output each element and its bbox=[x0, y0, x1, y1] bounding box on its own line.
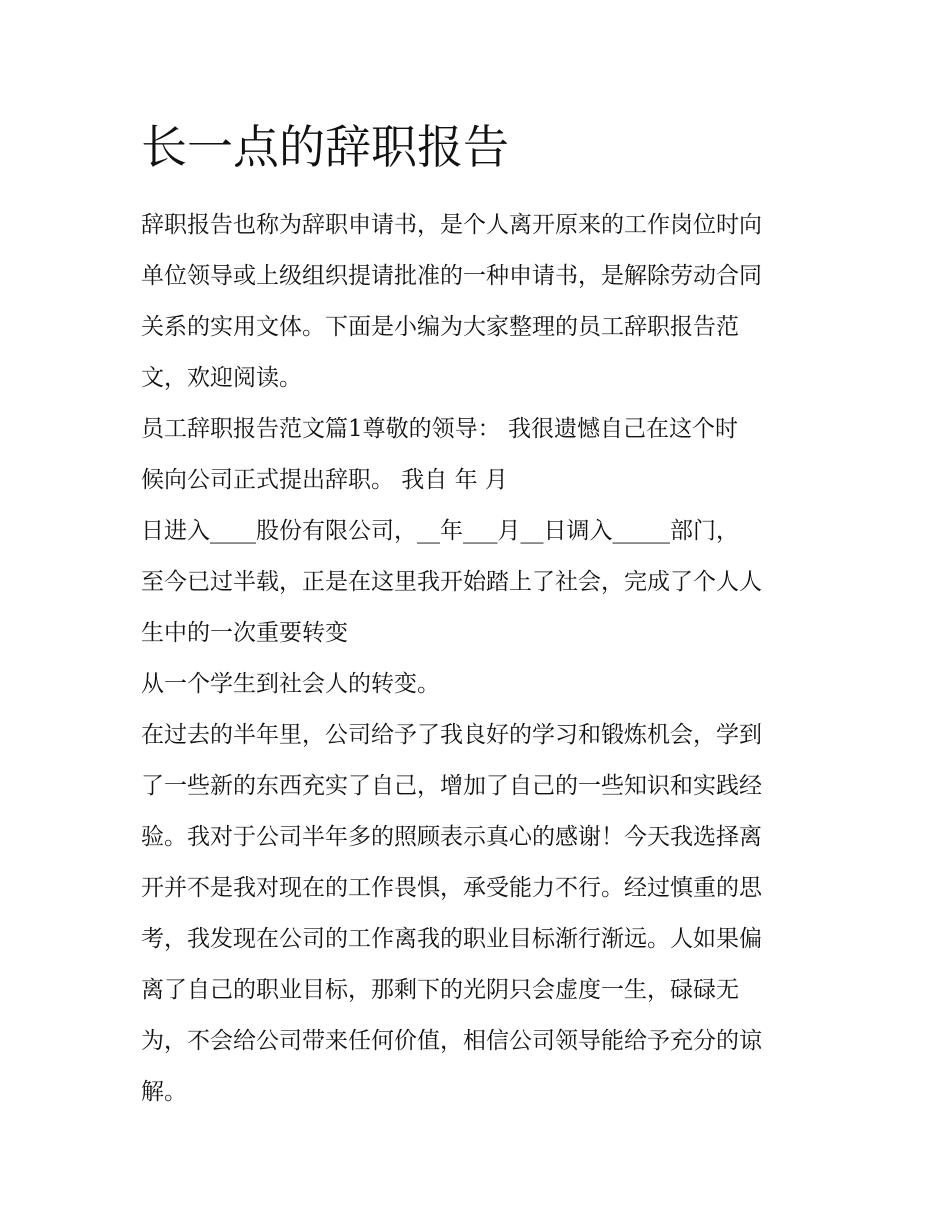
text-line: 在过去的半年里，公司给予了我良好的学习和锻炼机会，学到 bbox=[141, 722, 762, 748]
text-line: 日进入____股份有限公司，__年___月__日调入_____部门， bbox=[141, 518, 739, 544]
text-line: 辞职报告也称为辞职申请书，是个人离开原来的工作岗位时向 bbox=[141, 212, 762, 238]
document-body bbox=[141, 200, 813, 1118]
text-line: 验。我对于公司半年多的照顾表示真心的感谢！今天我选择离 bbox=[141, 824, 762, 850]
text-line: 开并不是我对现在的工作畏惧，承受能力不行。经过慎重的思 bbox=[141, 875, 762, 901]
text-line: 生中的一次重要转变 bbox=[141, 620, 348, 646]
text-line: 从一个学生到社会人的转变。 bbox=[141, 671, 440, 697]
text-line: 为，不会给公司带来任何价值，相信公司领导能给予充分的谅 bbox=[141, 1028, 762, 1054]
text-line: 员工辞职报告范文篇1尊敬的领导： 我很遗憾自己在这个时 bbox=[141, 416, 738, 442]
text-line: 离了自己的职业目标，那剩下的光阴只会虚度一生，碌碌无 bbox=[141, 977, 739, 1003]
text-line: 文，欢迎阅读。 bbox=[141, 365, 302, 391]
text-line: 了一些新的东西充实了自己，增加了自己的一些知识和实践经 bbox=[141, 773, 762, 799]
text-line: 单位领导或上级组织提请批准的一种申请书，是解除劳动合同 bbox=[141, 263, 762, 289]
document-content bbox=[141, 112, 813, 1118]
document-title: 长一点的辞职报告 bbox=[141, 120, 509, 174]
text-line: 至今已过半载，正是在这里我开始踏上了社会，完成了个人人 bbox=[141, 569, 762, 595]
text-line: 考，我发现在公司的工作离我的职业目标渐行渐远。人如果偏 bbox=[141, 926, 762, 952]
text-line: 解。 bbox=[141, 1079, 187, 1105]
text-line: 关系的实用文体。下面是小编为大家整理的员工辞职报告范 bbox=[141, 314, 739, 340]
text-line: 候向公司正式提出辞职。 我自 年 月 bbox=[141, 467, 508, 493]
